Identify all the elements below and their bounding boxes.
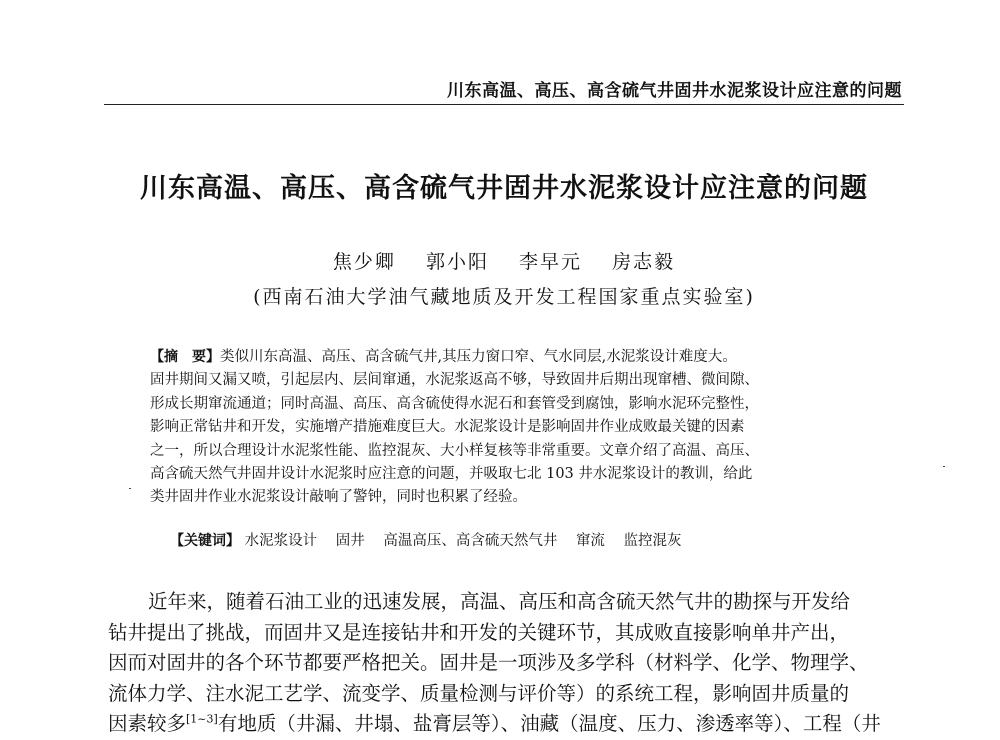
abstract-line: 固井期间又漏又喷，引起层内、层间窜通，水泥浆返高不够，导致固井后期出现窜槽、微间隙、 [150, 372, 759, 389]
author-name: 李早元 [519, 251, 583, 273]
keywords [170, 529, 890, 550]
body-line: 近年来，随着石油工业的迅速发展，高温、高压和高含硫天然气井的勘探与开发给 [148, 590, 851, 613]
affiliation: (西南石油大学油气藏地质及开发工程国家重点实验室) [253, 286, 755, 308]
abstract-line: 影响正常钻井和开发，实施增产措施难度巨大。水泥浆设计是影响固井作业成败最关键的因素 [150, 419, 745, 436]
scan-speck [943, 466, 945, 467]
abstract-line: 【摘 要】类似川东高温、高压、高含硫气井,其压力窗口窄、气水同层,水泥浆设计难度大。 [150, 349, 737, 365]
scan-speck [129, 488, 131, 489]
abstract-line: 高含硫天然气井固井设计水泥浆时应注意的问题，并吸取七北 103 井水泥浆设计的教训，给此 [150, 466, 753, 483]
body-text [108, 587, 908, 740]
keyword: 高温高压、高含硫天然气井 [383, 533, 558, 549]
abstract-line: 类井固井作业水泥浆设计敲响了警钟，同时也积累了经验。 [150, 489, 527, 506]
keyword: 监控混灰 [623, 533, 682, 549]
body-line: 因素较多[1~3]有地质（井漏、井塌、盐膏层等）、油藏（温度、压力、渗透率等）、工程（井 [108, 712, 881, 735]
body-line: 钻井提出了挑战，而固井又是连接钻井和开发的关键环节，其成败直接影响单井产出， [108, 620, 850, 644]
body-line: 因而对固井的各个环节都要严格把关。固井是一项涉及多学科（材料学、化学、物理学、 [108, 651, 869, 674]
abstract [150, 346, 870, 510]
author-name: 房志毅 [612, 251, 676, 273]
keyword: 水泥浆设计 [244, 533, 318, 549]
citation: [1~3] [186, 712, 218, 726]
keyword: 固井 [335, 533, 365, 549]
running-head: 川东高温、高压、高含硫气井固井水泥浆设计应注意的问题 [447, 81, 902, 101]
abstract-line: 形成长期窜流通道；同时高温、高压、高含硫使得水泥石和套管受到腐蚀，影响水泥环完整性， [150, 395, 759, 412]
author-list [104, 247, 904, 274]
body-line: 流体力学、注水泥工艺学、流变学、质量检测与评价等）的系统工程，影响固井质量的 [108, 681, 850, 705]
article-title: 川东高温、高压、高含硫气井固井水泥浆设计应注意的问题 [140, 173, 868, 204]
author-name: 焦少卿 [332, 251, 396, 273]
header-rule [104, 104, 904, 105]
keyword: 窜流 [575, 533, 605, 549]
keywords-label: 【关键词】 [170, 533, 240, 549]
author-name: 郭小阳 [425, 251, 489, 273]
abstract-line: 之一，所以合理设计水泥浆性能、监控混灰、大小样复核等非常重要。文章介绍了高温、高压、 [150, 442, 759, 459]
abstract-label: 【摘 要】 [150, 349, 220, 365]
